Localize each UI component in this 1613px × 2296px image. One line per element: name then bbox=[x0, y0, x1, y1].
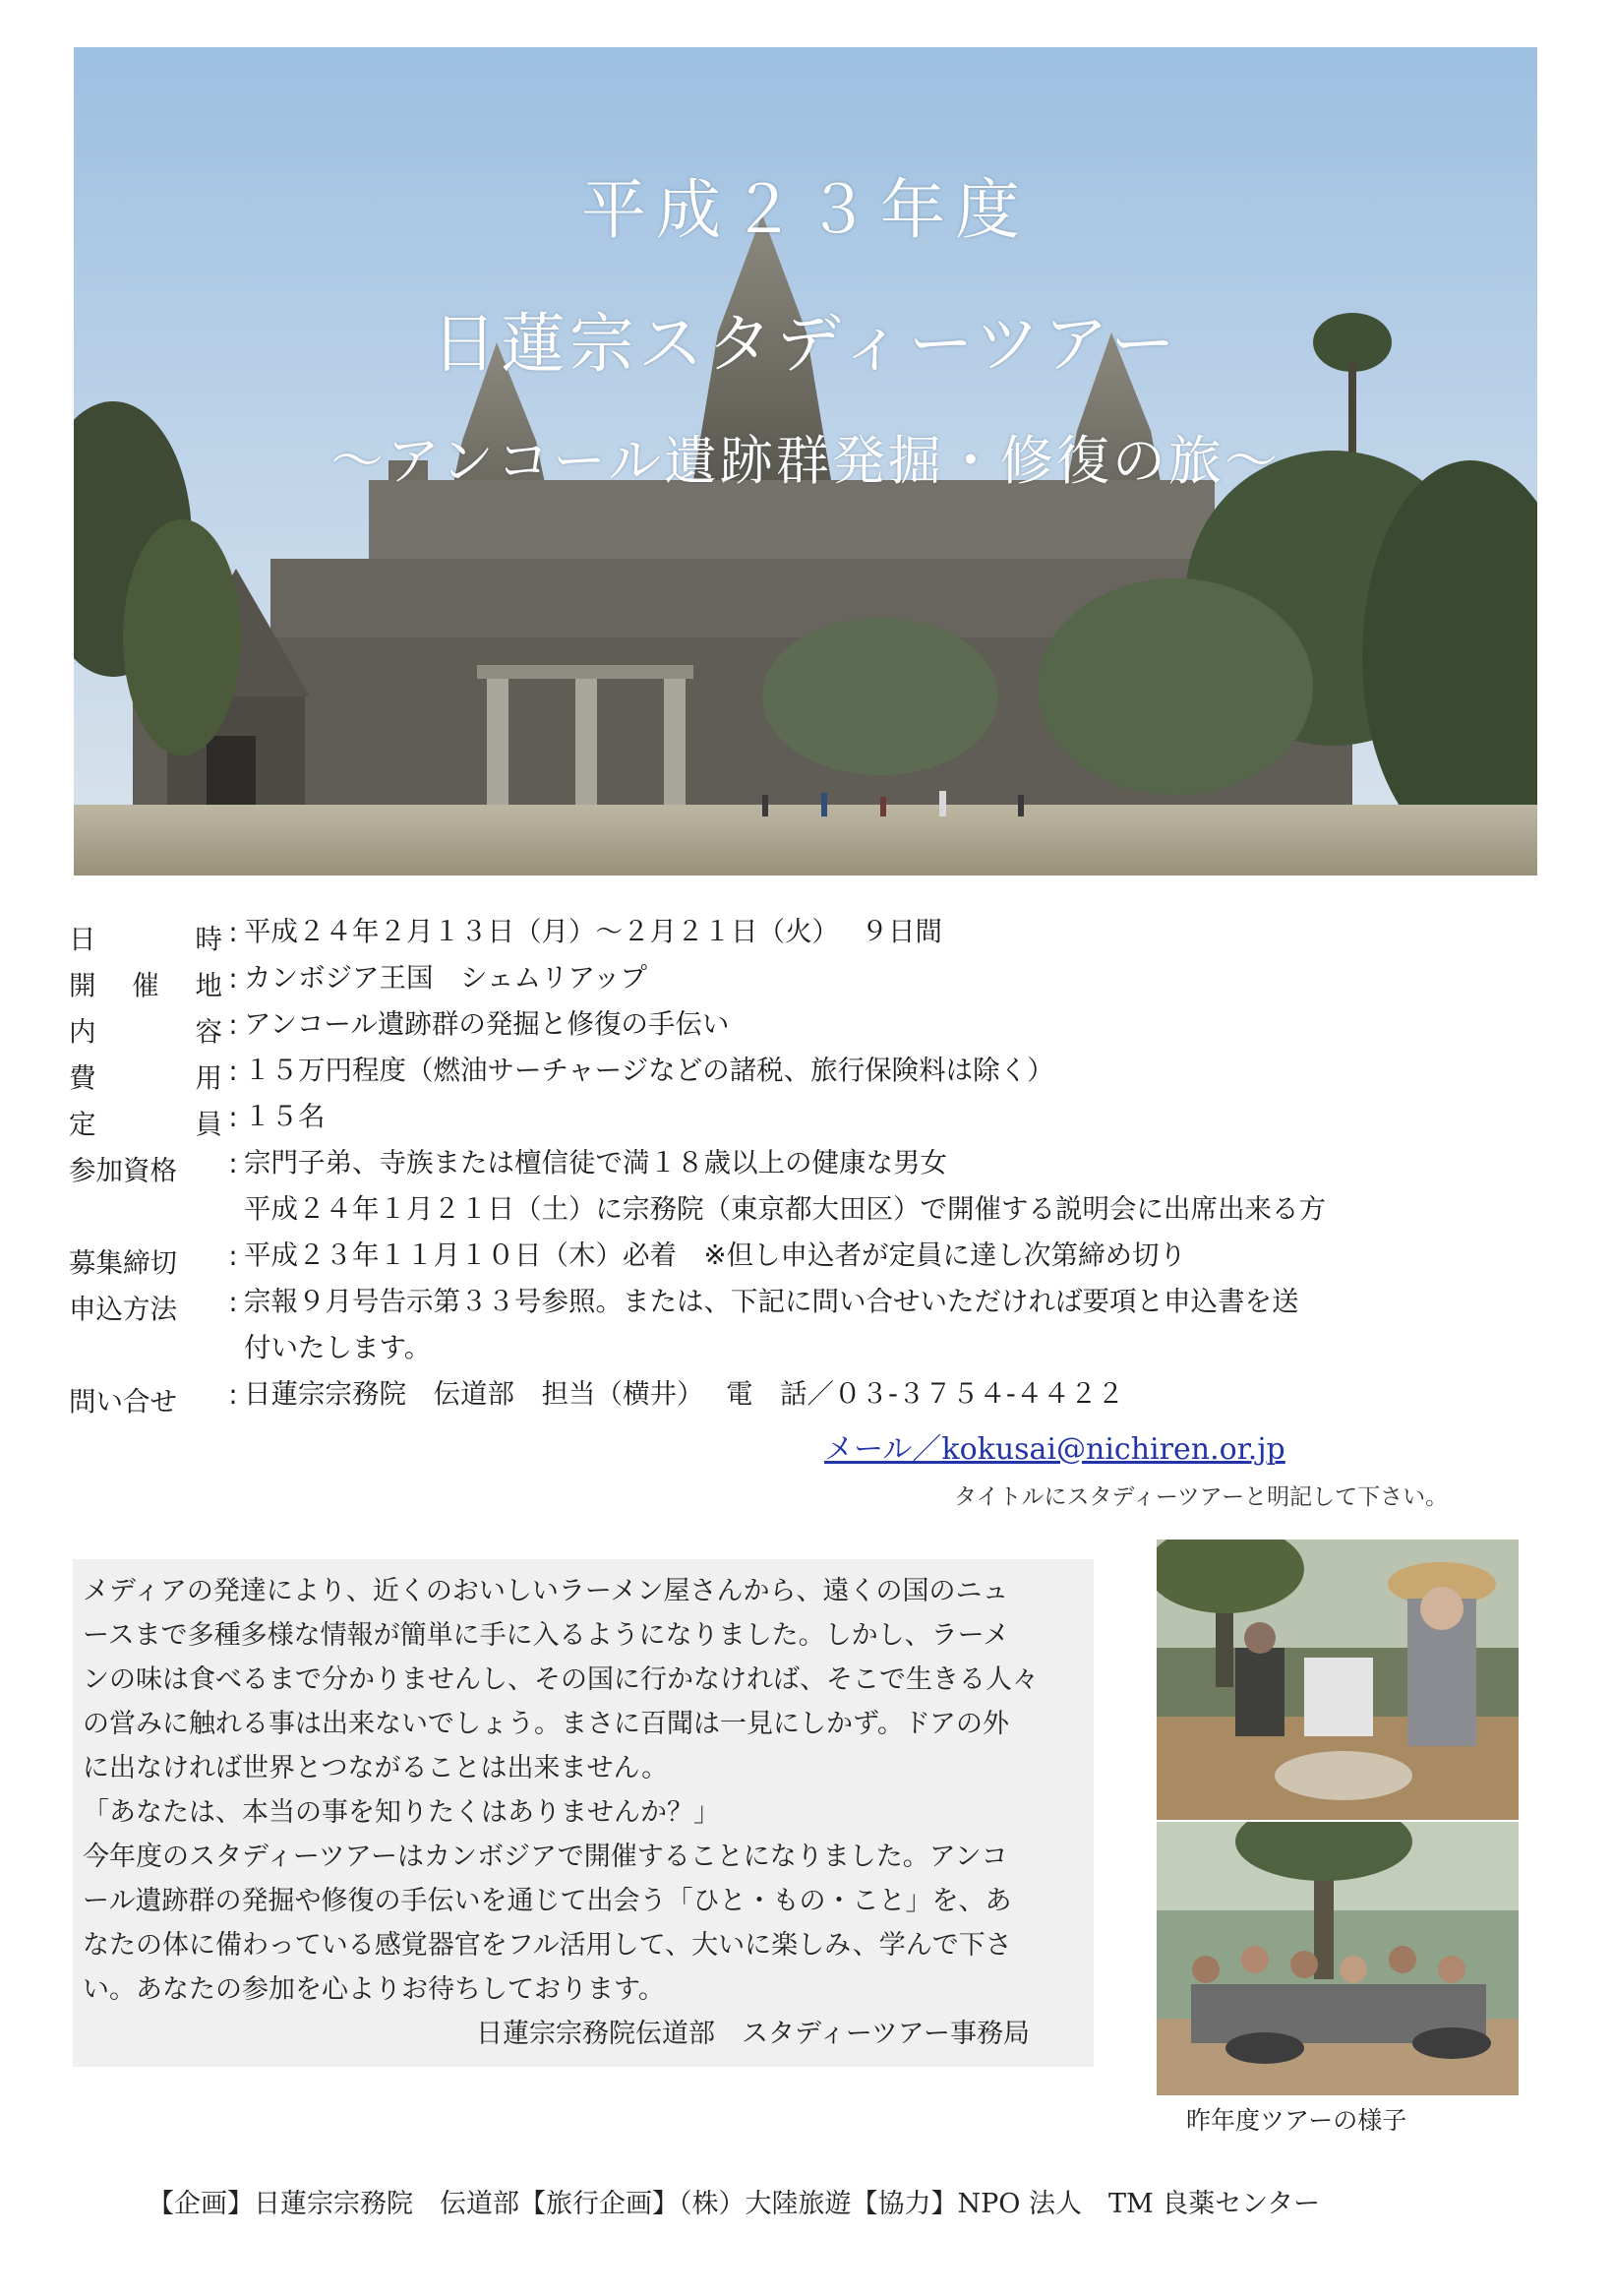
tour-photo-excavation bbox=[1157, 1540, 1519, 1820]
detail-label: 問い合せ bbox=[69, 1386, 177, 1418]
message-line: い。あなたの参加を心よりお待ちしております。 bbox=[83, 1974, 665, 2005]
detail-row-venue: 開 催 地 : カンボジア王国 シェムリアップ bbox=[69, 963, 1564, 1009]
detail-row-date: 日 時 : 平成２４年２月１３日（月）～２月２１日（火） ９日間 bbox=[69, 917, 1564, 963]
detail-label: 費 用 bbox=[69, 1062, 222, 1094]
photo-caption: 昨年度ツアーの様子 bbox=[1186, 2106, 1407, 2135]
detail-row-content: 内 容 : アンコール遺跡群の発掘と修復の手伝い bbox=[69, 1009, 1564, 1056]
detail-label: 募集締切 bbox=[69, 1247, 177, 1279]
tour-details bbox=[69, 917, 1564, 1425]
detail-label: 申込方法 bbox=[69, 1294, 177, 1325]
message-line: メディアの発達により、近くのおいしいラーメン屋さんから、遠くの国のニュ bbox=[83, 1576, 1009, 1606]
message-line: に出なければ世界とつながることは出来ません。 bbox=[83, 1753, 669, 1783]
detail-value: アンコール遺跡群の発掘と修復の手伝い bbox=[244, 1008, 730, 1040]
email-note: タイトルにスタディーツアーと明記して下さい。 bbox=[954, 1484, 1449, 1510]
detail-row-capacity: 定 員 : １５名 bbox=[69, 1102, 1564, 1148]
detail-row-contact: 問い合せ : 日蓮宗宗務院 伝道部 担当（横井） 電 話／０３-３７５４-４４２２ bbox=[69, 1379, 1564, 1425]
detail-value: 付いたします。 bbox=[244, 1332, 432, 1363]
detail-row-deadline: 募集締切 : 平成２３年１１月１０日（木）必着 ※但し申込者が定員に達し次第締め切り bbox=[69, 1240, 1564, 1287]
email-link[interactable]: メール／kokusai@nichiren.or.jp bbox=[824, 1432, 1285, 1467]
message-box bbox=[73, 1559, 1094, 2067]
detail-value: １５万円程度（燃油サーチャージなどの諸税、旅行保険料は除く） bbox=[244, 1055, 1054, 1086]
detail-label: 開 催 地 bbox=[69, 970, 222, 1001]
message-line: なたの体に備わっている感覚器官をフル活用して、大いに楽しみ、学んで下さ bbox=[83, 1930, 1012, 1961]
detail-row-application: 申込方法 : 宗報９月号告示第３３号参照。または、下記に問い合せいただければ要項と申込書を送 付いたします。 bbox=[69, 1287, 1564, 1379]
detail-value: 平成２３年１１月１０日（木）必着 ※但し申込者が定員に達し次第締め切り bbox=[244, 1239, 1187, 1271]
detail-label: 日 時 bbox=[69, 924, 222, 955]
message-line: 「あなたは、本当の事を知りたくはありませんか？」 bbox=[83, 1797, 720, 1828]
message-line: ンの味は食べるまで分かりませんし、その国に行かなければ、そこで生きる人々 bbox=[83, 1664, 1039, 1695]
detail-value: カンボジア王国 シェムリアップ bbox=[244, 962, 648, 994]
detail-row-cost: 費 用 : １５万円程度（燃油サーチャージなどの諸税、旅行保険料は除く） bbox=[69, 1056, 1564, 1102]
detail-value: １５名 bbox=[244, 1101, 326, 1132]
message-line: ースまで多種多様な情報が簡単に手に入るようになりました。しかし、ラーメ bbox=[83, 1620, 1010, 1651]
hero-photo bbox=[74, 47, 1537, 876]
hero-subtitle: ～アンコール遺跡群発掘・修復の旅～ bbox=[330, 430, 1281, 492]
detail-label: 定 員 bbox=[69, 1109, 222, 1140]
detail-label: 参加資格 bbox=[69, 1155, 177, 1186]
message-line: の営みに触れる事は出来ないでしょう。まさに百聞は一見にしかず。ドアの外 bbox=[83, 1709, 1010, 1739]
tour-photo-group bbox=[1157, 1822, 1519, 2095]
message-signature: 日蓮宗宗務院伝道部 スタディーツアー事務局 bbox=[476, 2019, 1030, 2049]
message-line: ール遺跡群の発掘や修復の手伝いを通じて出会う「ひと・もの・こと」を、あ bbox=[83, 1886, 1012, 1916]
hero-title-year: 平成２３年度 bbox=[581, 172, 1030, 248]
detail-value: 宗門子弟、寺族または檀信徒で満１８歳以上の健康な男女 bbox=[244, 1147, 947, 1178]
detail-value: 宗報９月号告示第３３号参照。または、下記に問い合せいただければ要項と申込書を送 bbox=[244, 1286, 1299, 1317]
detail-label: 内 容 bbox=[69, 1016, 222, 1048]
footer-credits: 【企画】日蓮宗宗務院 伝道部【旅行企画】（株）大陸旅遊【協力】NPO 法人 TM 良薬センター bbox=[148, 2189, 1321, 2219]
detail-row-eligibility: 参加資格 : 宗門子弟、寺族または檀信徒で満１８歳以上の健康な男女 平成２４年１月２１日（土）に宗務院（東京都大田区）で開催する説明会に出席出来る方 bbox=[69, 1148, 1564, 1240]
hero-title-main: 日蓮宗スタディーツアー bbox=[431, 306, 1180, 382]
detail-value: 平成２４年２月１３日（月）～２月２１日（火） ９日間 bbox=[244, 916, 942, 947]
message-line: 今年度のスタディーツアーはカンボジアで開催することになりました。アンコ bbox=[83, 1842, 1008, 1872]
detail-value: 平成２４年１月２１日（土）に宗務院（東京都大田区）で開催する説明会に出席出来る方 bbox=[244, 1193, 1326, 1225]
detail-value: 日蓮宗宗務院 伝道部 担当（横井） 電 話／０３-３７５４-４４２２ bbox=[244, 1378, 1124, 1410]
